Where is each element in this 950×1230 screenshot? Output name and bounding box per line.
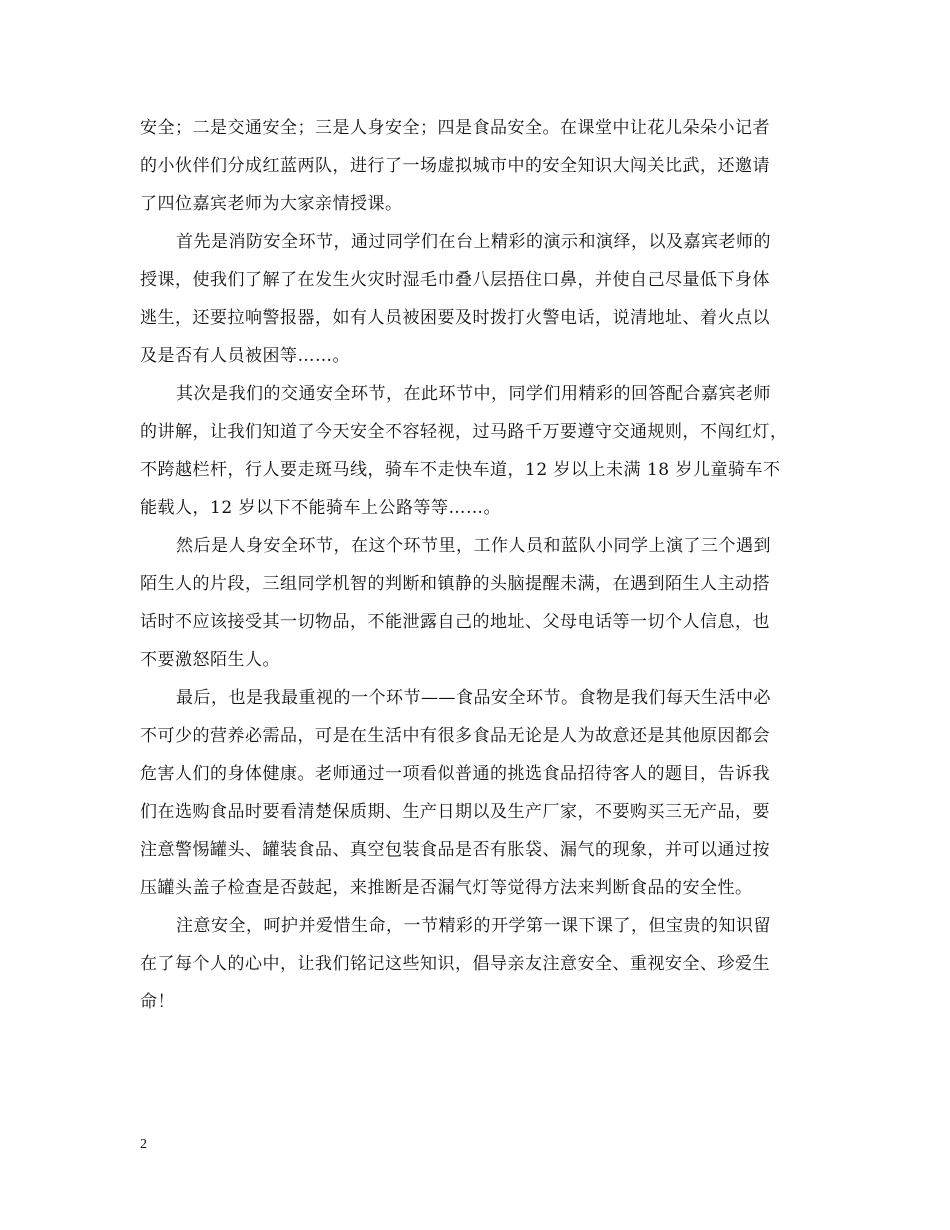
text-line: 的小伙伴们分成红蓝两队，进行了一场虚拟城市中的安全知识大闯关比武，还邀请 <box>140 156 770 176</box>
page-number: 2 <box>140 1137 147 1152</box>
text-line: 首先是消防安全环节，通过同学们在台上精彩的演示和演绎，以及嘉宾老师的 <box>176 232 771 252</box>
text-line: 最后，也是我最重视的一个环节——食品安全环节。食物是我们每天生活中必 <box>176 688 771 708</box>
text-line: 然后是人身安全环节，在这个环节里，工作人员和蓝队小同学上演了三个遇到 <box>176 536 771 556</box>
text-line: 话时不应该接受其一切物品，不能泄露自己的地址、父母电话等一切个人信息，也 <box>140 612 770 632</box>
text-line: 不要激怒陌生人。 <box>140 650 280 670</box>
text-line: 的讲解，让我们知道了今天安全不容轻视，过马路千万要遵守交通规则，不闯红灯， <box>140 422 788 442</box>
text-line: 在了每个人的心中，让我们铭记这些知识，倡导亲友注意安全、重视安全、珍爱生 <box>140 954 770 974</box>
text-line: 及是否有人员被困等……。 <box>140 346 350 366</box>
text-line: 逃生，还要拉响警报器，如有人员被困要及时拨打火警电话，说清地址、着火点以 <box>140 308 770 328</box>
text-line: 安全；二是交通安全；三是人身安全；四是食品安全。在课堂中让花儿朵朵小记者 <box>140 118 770 138</box>
text-line: 其次是我们的交通安全环节，在此环节中，同学们用精彩的回答配合嘉宾老师 <box>176 384 771 404</box>
text-line: 注意安全，呵护并爱惜生命，一节精彩的开学第一课下课了，但宝贵的知识留 <box>176 916 771 936</box>
text-line: 命！ <box>140 992 175 1012</box>
text-line: 授课，使我们了解了在发生火灾时湿毛巾叠八层捂住口鼻，并使自己尽量低下身体 <box>140 270 770 290</box>
text-line: 了四位嘉宾老师为大家亲情授课。 <box>140 194 403 214</box>
text-line: 注意警惕罐头、罐装食品、真空包装食品是否有胀袋、漏气的现象，并可以通过按 <box>140 840 770 860</box>
text-line: 危害人们的身体健康。老师通过一项看似普通的挑选食品招待客人的题目，告诉我 <box>140 764 770 784</box>
text-line: 不可少的营养必需品，可是在生活中有很多食品无论是人为故意还是其他原因都会 <box>140 726 770 746</box>
text-line: 能载人，12 岁以下不能骑车上公路等等……。 <box>140 498 502 518</box>
text-line: 不跨越栏杆，行人要走斑马线，骑车不走快车道，12 岁以上未满 18 岁儿童骑车不 <box>140 460 781 480</box>
text-line: 们在选购食品时要看清楚保质期、生产日期以及生产厂家，不要购买三无产品，要 <box>140 802 770 822</box>
text-line: 陌生人的片段，三组同学机智的判断和镇静的头脑提醒未满，在遇到陌生人主动搭 <box>140 574 770 594</box>
text-line: 压罐头盖子检查是否鼓起，来推断是否漏气灯等觉得方法来判断食品的安全性。 <box>140 878 753 898</box>
